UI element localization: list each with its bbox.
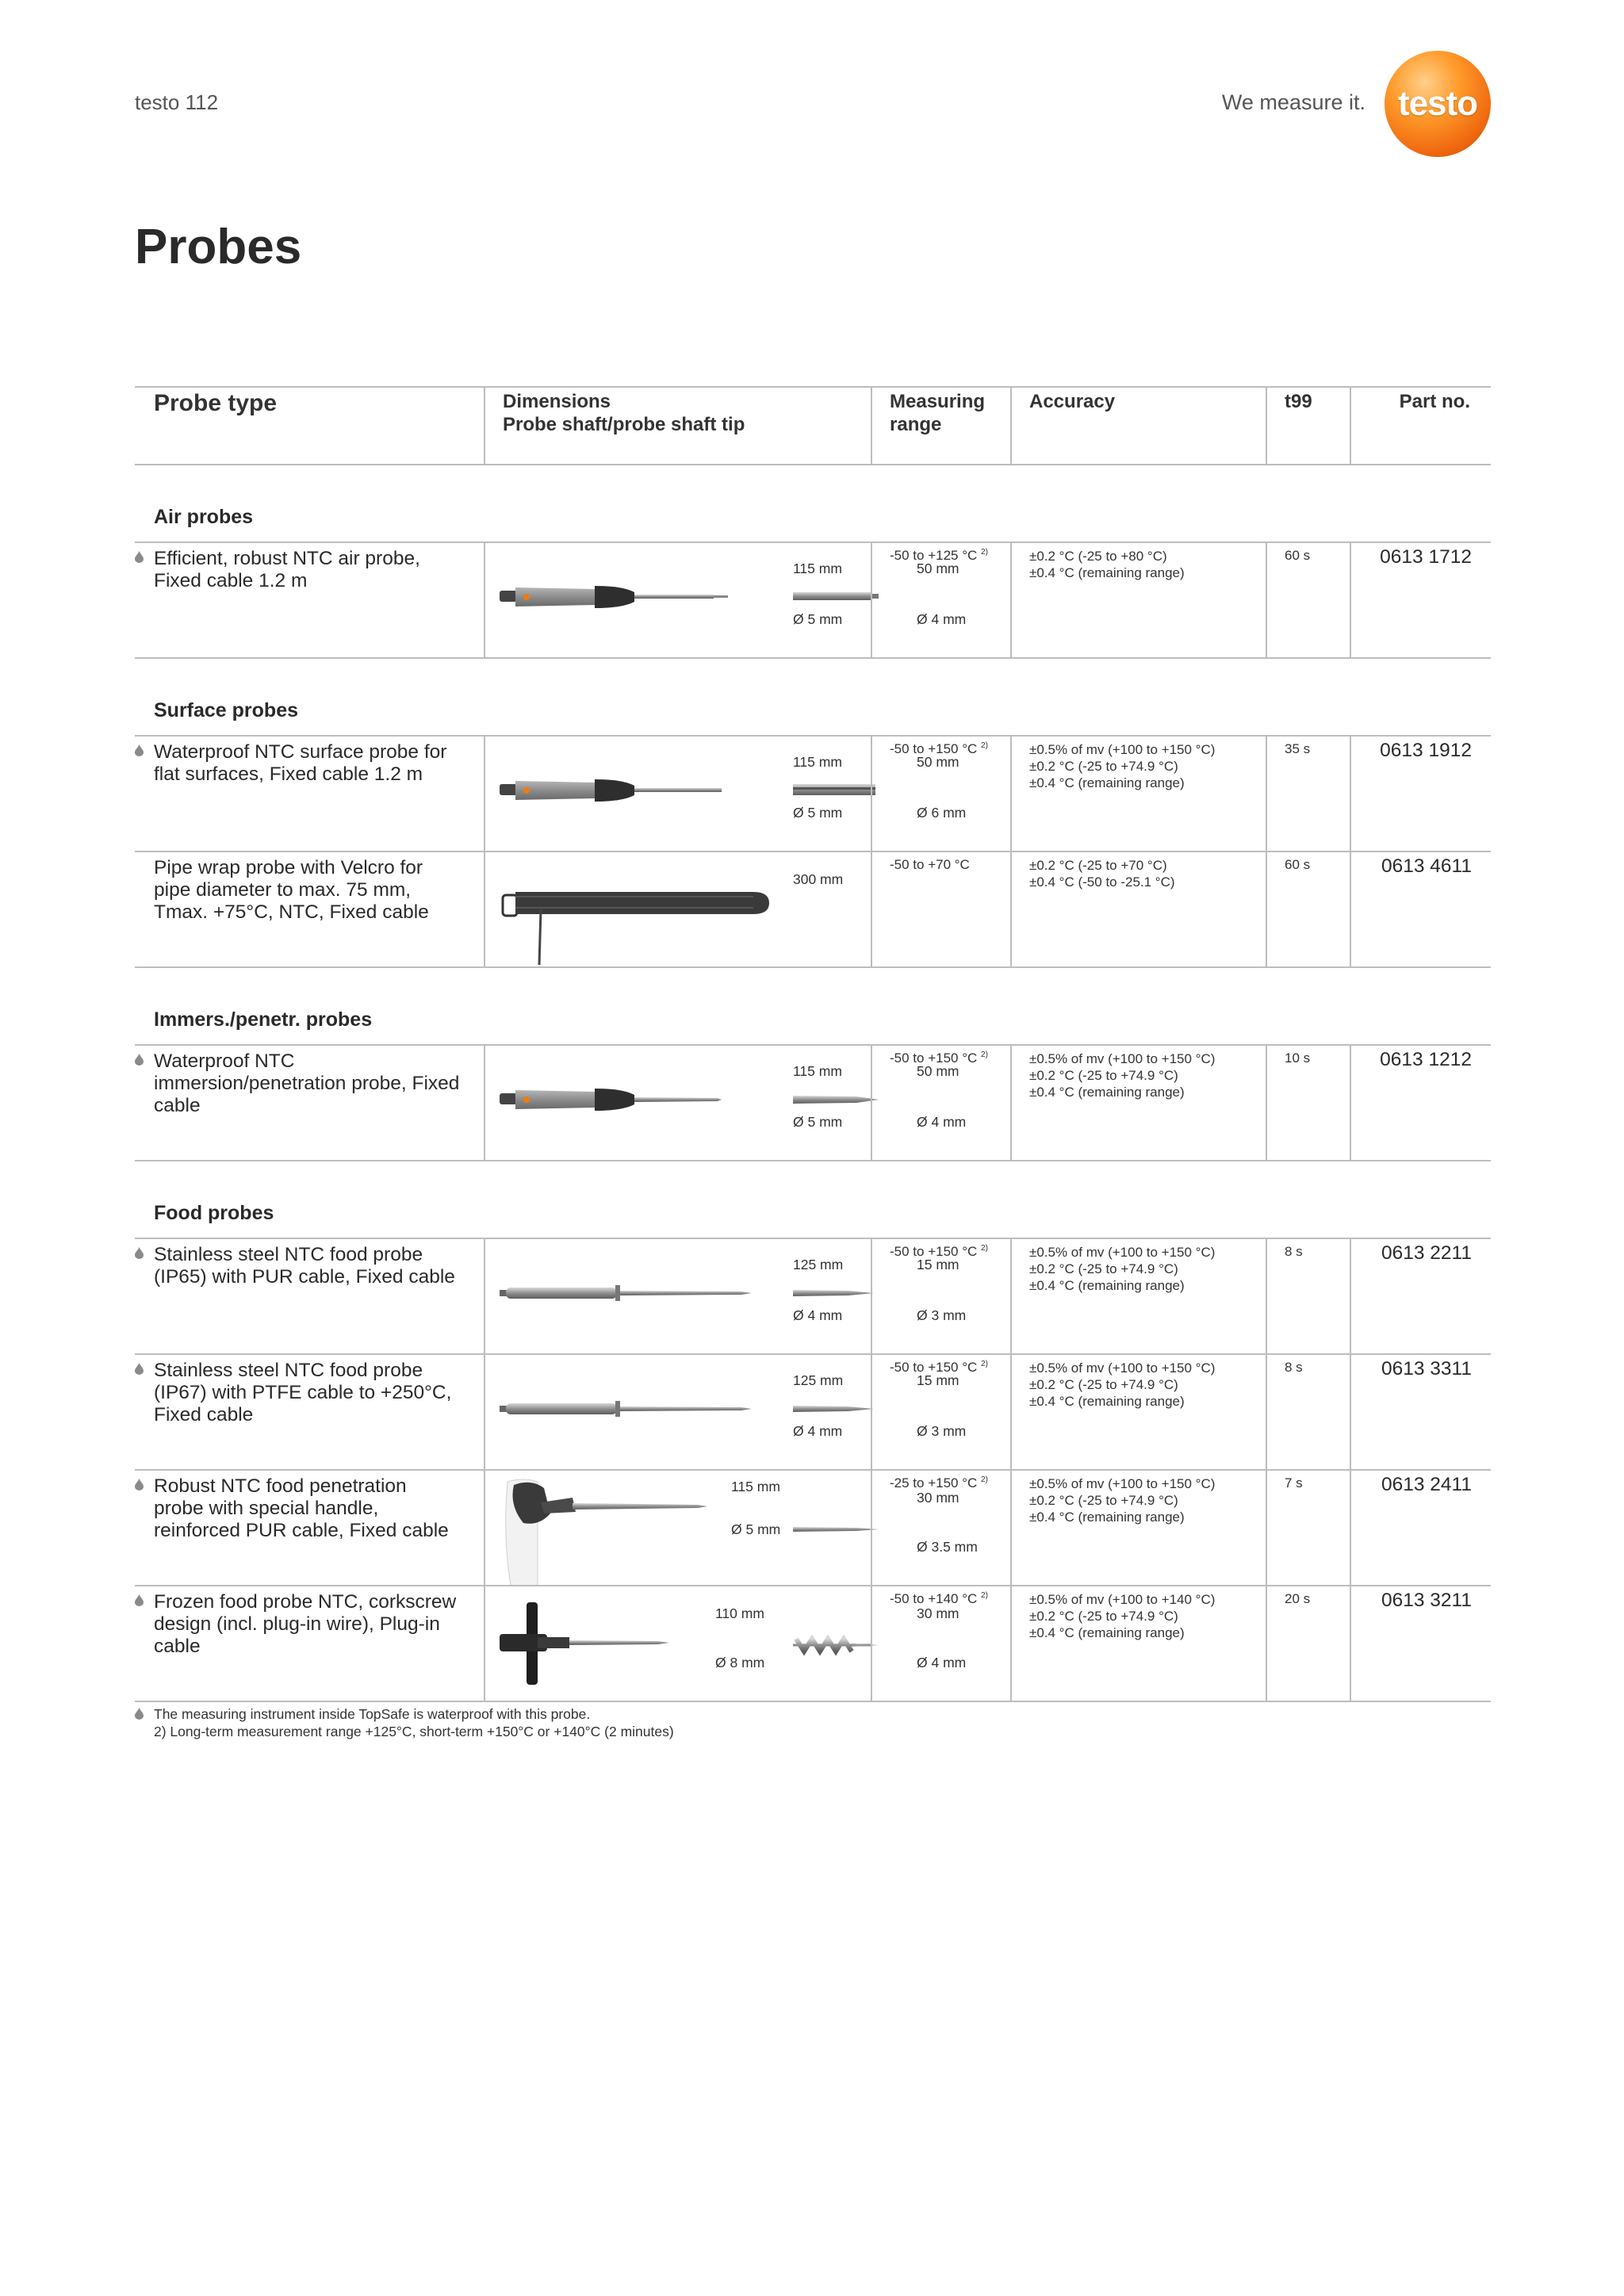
table-top-rule bbox=[135, 386, 1491, 388]
part-number: 0613 2211 bbox=[1381, 1242, 1472, 1264]
part-number: 0613 3311 bbox=[1381, 1358, 1472, 1380]
table-bottom-rule bbox=[135, 1701, 1491, 1702]
probe-description: Stainless steel NTC food probe (IP67) with PTFE cable to +250°C, Fixed cable bbox=[154, 1360, 452, 1425]
waterproof-drop-icon bbox=[135, 1594, 144, 1606]
table-row bbox=[135, 737, 1491, 854]
table-header-rule bbox=[135, 464, 1491, 465]
probe-description: Waterproof NTC surface probe for flat surfaces, Fixed cable 1.2 m bbox=[154, 741, 447, 785]
col-accuracy: Accuracy bbox=[1029, 391, 1116, 412]
col-probe-type: Probe type bbox=[154, 390, 278, 416]
accuracy: ±0.2 °C (-25 to +80 °C) ±0.4 °C (remaining range) bbox=[1029, 549, 1185, 580]
measuring-range: -50 to +150 °C $^{2)}$ bbox=[890, 1050, 988, 1066]
table-row bbox=[135, 852, 1491, 970]
table-row bbox=[135, 1471, 1491, 1588]
table-row bbox=[135, 543, 1491, 660]
t99-value: 10 s bbox=[1285, 1050, 1311, 1066]
accuracy: ±0.5% of mv (+100 to +150 °C) ±0.2 °C (-25 to +74.9 °C) ±0.4 °C (remaining range) bbox=[1029, 1051, 1216, 1100]
probe-description: Frozen food probe NTC, corkscrew design (incl. plug-in wire), Plug-in cable bbox=[154, 1591, 457, 1657]
probe-figure: 115 mm Ø 5 mm 50 mm Ø 4 mm bbox=[488, 543, 872, 660]
t-handle-probe-icon bbox=[500, 1474, 714, 1586]
part-number: 0613 2411 bbox=[1381, 1474, 1472, 1495]
t99-value: 35 s bbox=[1285, 741, 1311, 756]
section-immersion-probes: Immers./penetr. probes bbox=[154, 1008, 373, 1031]
air-probe-icon bbox=[500, 581, 912, 613]
probe-description: Robust NTC food penetration probe with special handle, reinforced PUR cable, Fixed cable bbox=[154, 1475, 449, 1541]
t99-value: 7 s bbox=[1285, 1475, 1303, 1490]
accuracy: ±0.5% of mv (+100 to +150 °C) ±0.2 °C (-25 to +74.9 °C) ±0.4 °C (remaining range) bbox=[1029, 742, 1216, 790]
table-row bbox=[135, 1586, 1491, 1704]
accuracy: ±0.5% of mv (+100 to +150 °C) ±0.2 °C (-25 to +74.9 °C) ±0.4 °C (remaining range) bbox=[1029, 1245, 1216, 1293]
part-number: 0613 3211 bbox=[1381, 1590, 1472, 1611]
testo-logo: testo bbox=[1385, 51, 1491, 157]
part-number: 0613 1212 bbox=[1380, 1049, 1472, 1070]
t99-value: 60 s bbox=[1285, 548, 1311, 563]
food-probe-icon bbox=[500, 1277, 912, 1309]
t99-value: 8 s bbox=[1285, 1244, 1303, 1259]
table-row bbox=[135, 1046, 1491, 1163]
accuracy: ±0.5% of mv (+100 to +140 °C) ±0.2 °C (-25 to +74.9 °C) ±0.4 °C (remaining range) bbox=[1029, 1592, 1216, 1640]
probe-description: Pipe wrap probe with Velcro for pipe diameter to max. 75 mm, Tmax. +75°C, NTC, Fixed cable bbox=[154, 857, 429, 923]
accuracy: ±0.5% of mv (+100 to +150 °C) ±0.2 °C (-25 to +74.9 °C) ±0.4 °C (remaining range) bbox=[1029, 1360, 1216, 1409]
col-dimensions: Dimensions Probe shaft/probe shaft tip bbox=[503, 391, 745, 435]
immersion-probe-icon bbox=[500, 1084, 912, 1115]
measuring-range: -25 to +150 °C $^{2)}$ bbox=[890, 1475, 988, 1490]
measuring-range: -50 to +150 °C $^{2)}$ bbox=[890, 741, 988, 756]
product-name: testo 112 bbox=[135, 90, 219, 114]
probe-description: Waterproof NTC immersion/penetration probe, Fixed cable bbox=[154, 1050, 460, 1116]
part-number: 0613 1712 bbox=[1380, 546, 1472, 568]
col-part-no: Part no. bbox=[1399, 391, 1470, 412]
pipe-wrap-probe-icon bbox=[500, 886, 785, 968]
part-number: 0613 4611 bbox=[1381, 855, 1472, 877]
waterproof-drop-icon bbox=[135, 1708, 144, 1720]
section-surface-probes: Surface probes bbox=[154, 699, 299, 721]
accuracy: ±0.2 °C (-25 to +70 °C) ±0.4 °C (-50 to -25.1 °C) bbox=[1029, 858, 1175, 890]
section-food-probes: Food probes bbox=[154, 1202, 274, 1224]
waterproof-drop-icon bbox=[135, 744, 144, 756]
col-t99: t99 bbox=[1285, 391, 1312, 412]
probe-description: Stainless steel NTC food probe (IP65) with PUR cable, Fixed cable bbox=[154, 1244, 455, 1288]
waterproof-drop-icon bbox=[135, 1054, 144, 1066]
measuring-range: -50 to +150 °C $^{2)}$ bbox=[890, 1244, 988, 1259]
footnotes: The measuring instrument inside TopSafe is waterproof with this probe. 2) Long-term measurement range +125°C, short-term +150°C or +140°C (2 minutes) bbox=[154, 1706, 674, 1739]
measuring-range: -50 to +125 °C $^{2)}$ bbox=[890, 548, 988, 563]
accuracy: ±0.5% of mv (+100 to +150 °C) ±0.2 °C (-25 to +74.9 °C) ±0.4 °C (remaining range) bbox=[1029, 1476, 1216, 1525]
probe-figure: 110 mm Ø 8 mm 30 mm Ø 4 mm bbox=[488, 1586, 872, 1704]
probe-figure: 125 mm Ø 4 mm 15 mm Ø 3 mm bbox=[488, 1355, 872, 1472]
t99-value: 20 s bbox=[1285, 1591, 1311, 1606]
waterproof-drop-icon bbox=[135, 1247, 144, 1259]
corkscrew-probe-icon bbox=[500, 1598, 682, 1689]
t99-value: 8 s bbox=[1285, 1360, 1303, 1375]
waterproof-drop-icon bbox=[135, 551, 144, 563]
probe-tip-icon bbox=[793, 1521, 880, 1537]
waterproof-drop-icon bbox=[135, 1363, 144, 1375]
probe-figure: 115 mm Ø 5 mm 50 mm Ø 4 mm bbox=[488, 1046, 872, 1163]
page-title: Probes bbox=[135, 220, 302, 274]
probe-figure: 300 mm bbox=[488, 852, 872, 970]
probe-figure: 125 mm Ø 4 mm 15 mm Ø 3 mm bbox=[488, 1239, 872, 1357]
table-row bbox=[135, 1355, 1491, 1472]
col-range: Measuring range bbox=[890, 391, 986, 435]
probe-description: Efficient, robust NTC air probe, Fixed cable 1.2 m bbox=[154, 548, 420, 591]
measuring-range: -50 to +140 °C $^{2)}$ bbox=[890, 1591, 988, 1606]
section-air-probes: Air probes bbox=[154, 506, 254, 528]
corkscrew-tip-icon bbox=[793, 1634, 880, 1656]
waterproof-drop-icon bbox=[135, 1479, 144, 1490]
slogan: We measure it. bbox=[1221, 90, 1365, 114]
t99-value: 60 s bbox=[1285, 857, 1311, 872]
food-probe-ptfe-icon bbox=[500, 1393, 912, 1425]
probe-figure: 115 mm Ø 5 mm 30 mm Ø 3.5 mm bbox=[488, 1471, 872, 1588]
surface-probe-icon bbox=[500, 775, 912, 806]
probe-figure: 115 mm Ø 5 mm 50 mm Ø 6 mm bbox=[488, 737, 872, 854]
table-row bbox=[135, 1239, 1491, 1357]
part-number: 0613 1912 bbox=[1380, 740, 1472, 761]
measuring-range: -50 to +150 °C $^{2)}$ bbox=[890, 1360, 988, 1375]
measuring-range: -50 to +70 °C bbox=[890, 857, 970, 872]
